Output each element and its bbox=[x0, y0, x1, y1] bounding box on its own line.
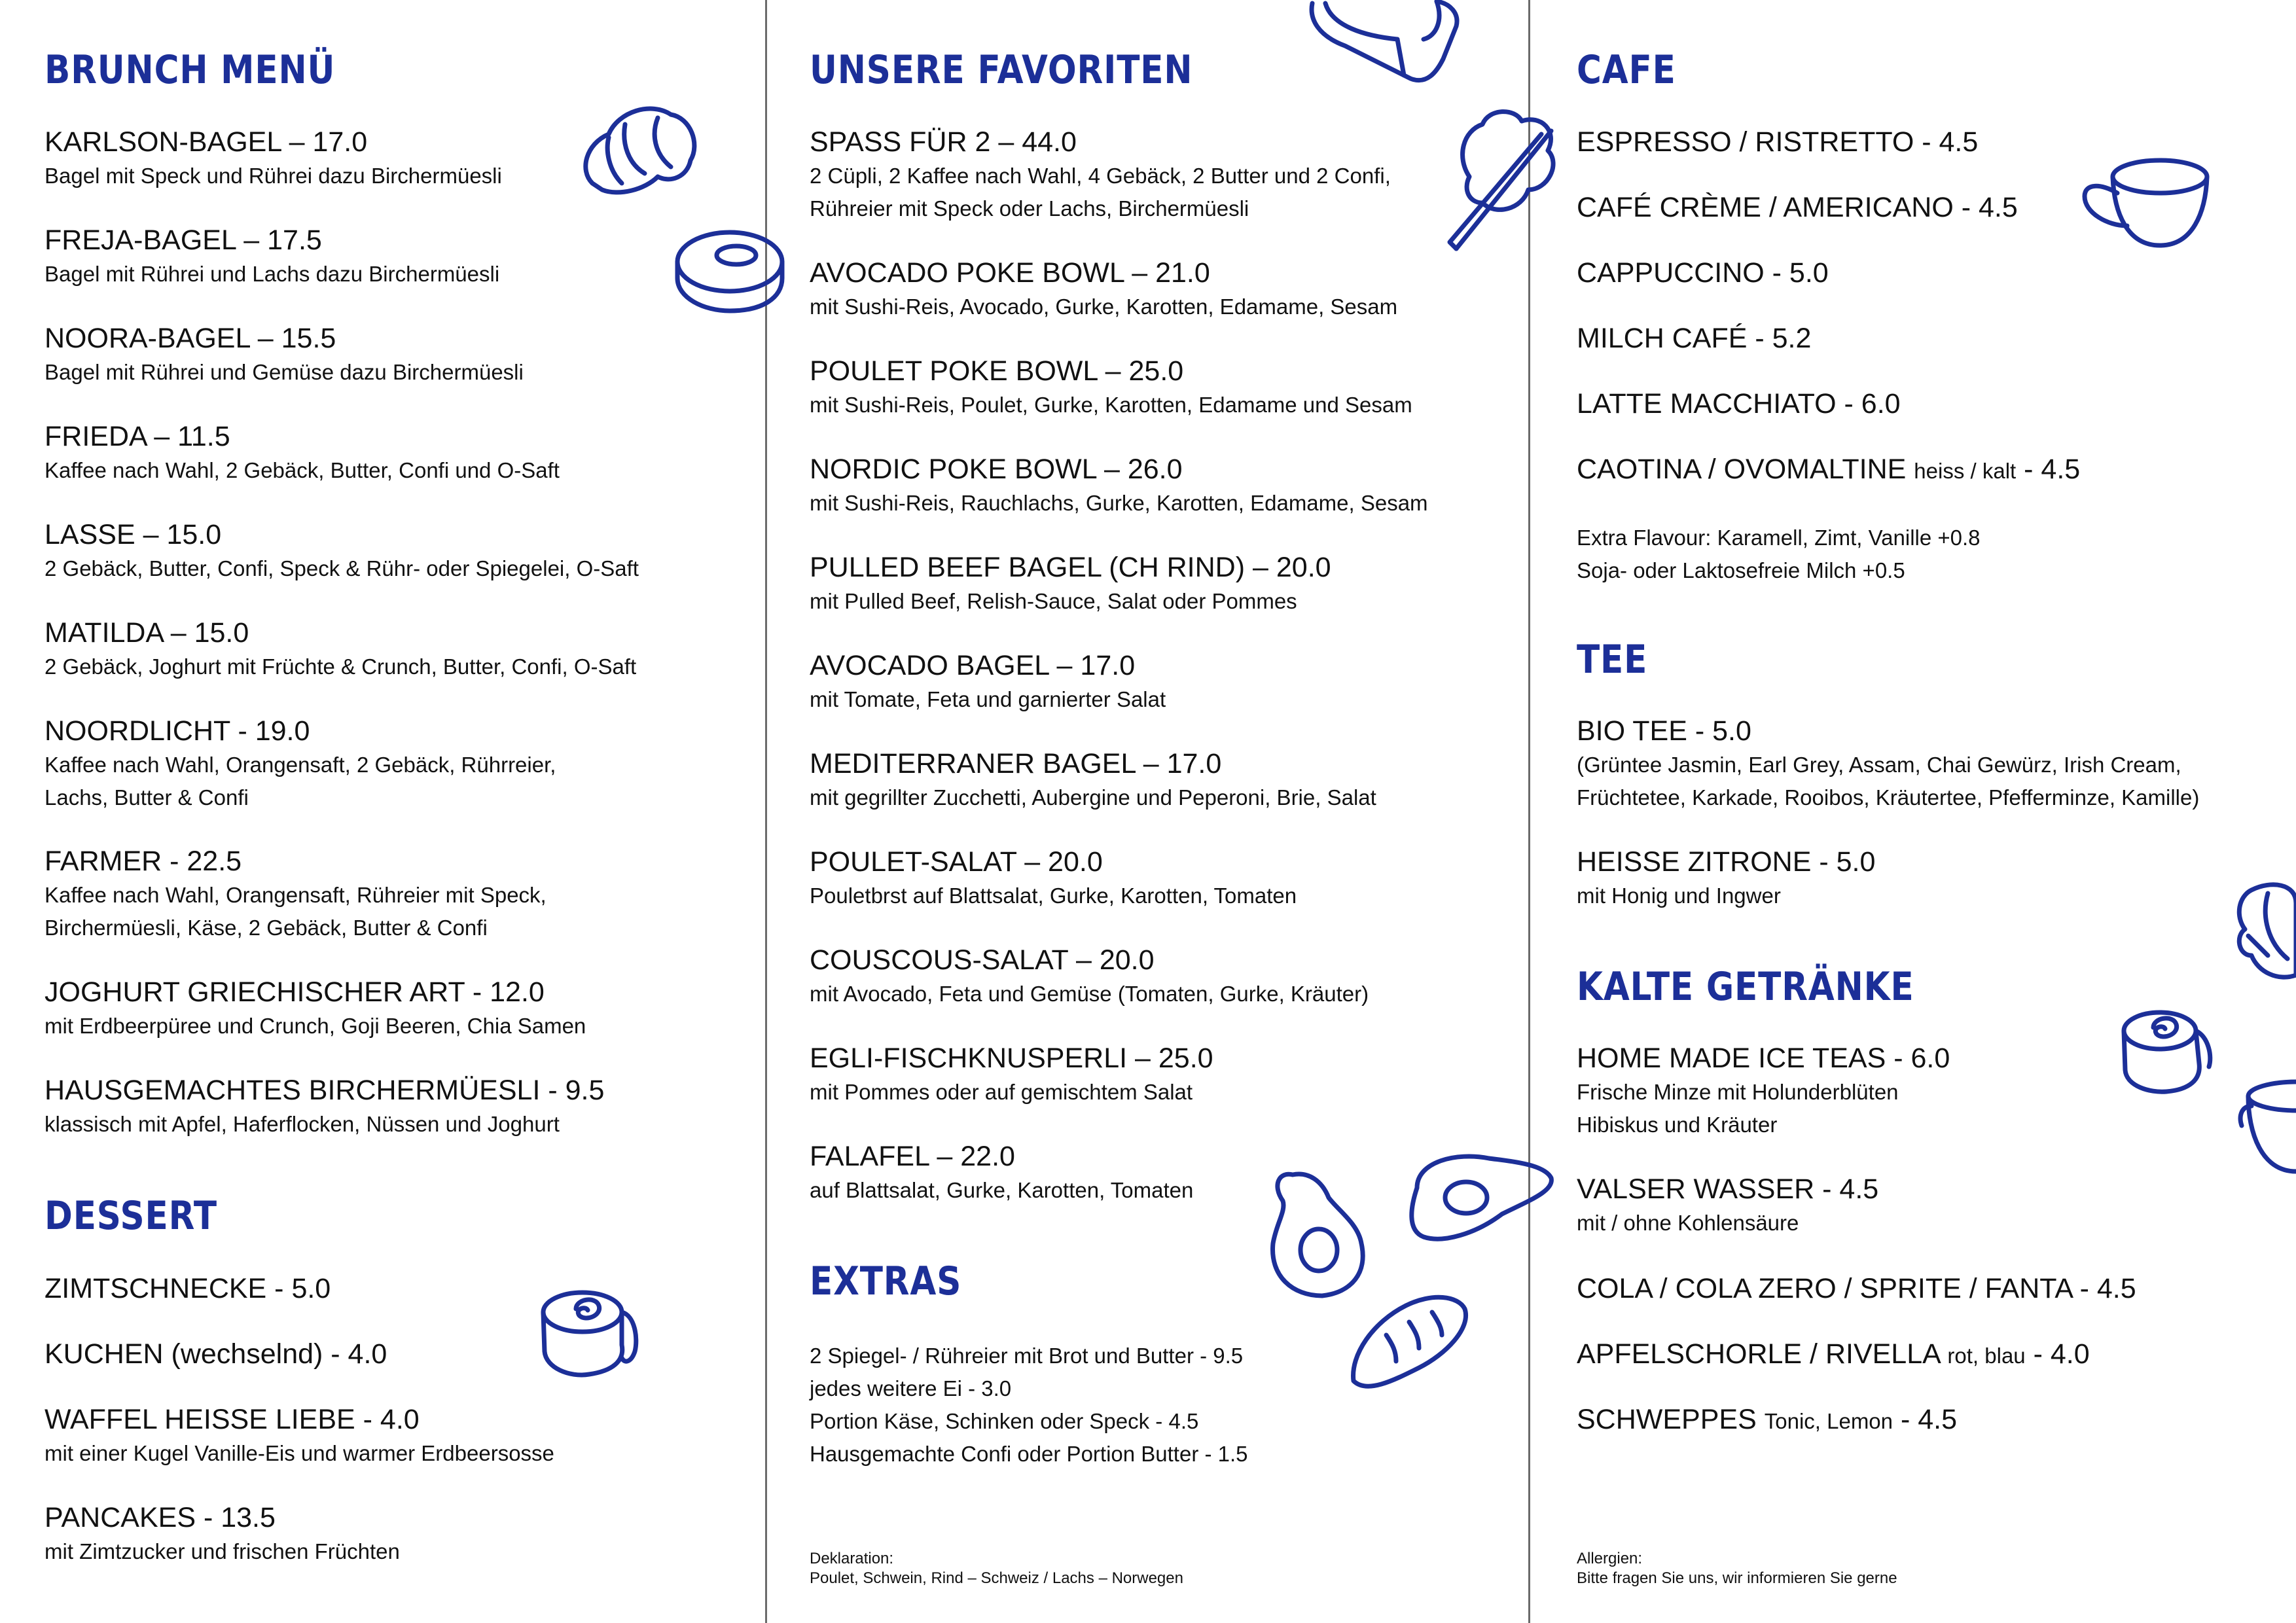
menu-item-desc: mit Erdbeerpüree und Crunch, Goji Beeren, Chia Samen bbox=[45, 1014, 586, 1038]
menu-item-desc: Hibiskus und Kräuter bbox=[1577, 1113, 1778, 1137]
avocado-icon bbox=[1266, 1165, 1371, 1302]
drink-item-price: - 4.5 bbox=[2024, 454, 2081, 485]
menu-item-desc: mit Zimtzucker und frischen Früchten bbox=[45, 1539, 400, 1563]
menu-item bbox=[45, 517, 639, 585]
menu-item-desc: Lachs, Butter & Confi bbox=[45, 785, 249, 810]
menu-item-desc: 2 Gebäck, Joghurt mit Früchte & Crunch, Butter, Confi, O-Saft bbox=[45, 654, 637, 679]
extras-line: jedes weitere Ei - 3.0 bbox=[810, 1376, 1012, 1400]
menu-item-desc: (Grüntee Jasmin, Earl Grey, Assam, Chai Gewürz, Irish Cream, bbox=[1577, 753, 2181, 777]
drink-item-title: APFELSCHORLE / RIVELLA bbox=[1577, 1338, 1940, 1370]
menu-item-desc: mit Sushi-Reis, Rauchlachs, Gurke, Karotten, Edamame, Sesam bbox=[810, 491, 1428, 515]
cafe-extra-line: Soja- oder Laktosefreie Milch +0.5 bbox=[1577, 558, 1905, 582]
menu-item-desc: auf Blattsalat, Gurke, Karotten, Tomaten bbox=[810, 1178, 1194, 1202]
allergy-text: Bitte fragen Sie uns, wir informieren Sie gerne bbox=[1577, 1569, 1897, 1587]
fried-egg-icon bbox=[1404, 1149, 1554, 1247]
menu-item bbox=[1577, 844, 1875, 912]
section-title-favoriten: UNSERE FAVORITEN bbox=[810, 47, 1193, 93]
menu-item-title: POULET POKE BOWL – 25.0 bbox=[810, 355, 1184, 387]
menu-item-title: KARLSON-BAGEL – 17.0 bbox=[45, 126, 368, 158]
menu-item-title: FALAFEL – 22.0 bbox=[810, 1141, 1015, 1172]
croissant-icon bbox=[573, 98, 704, 209]
menu-item-title: VALSER WASSER - 4.5 bbox=[1577, 1173, 1879, 1205]
menu-item bbox=[810, 648, 1166, 716]
menu-item bbox=[45, 844, 547, 944]
menu-item bbox=[810, 353, 1412, 421]
menu-item bbox=[45, 974, 586, 1043]
menu-item bbox=[45, 1500, 400, 1568]
menu-item-title: WAFFEL HEISSE LIEBE - 4.0 bbox=[45, 1404, 420, 1435]
menu-item-desc: mit Avocado, Feta und Gemüse (Tomaten, Gurke, Kräuter) bbox=[810, 982, 1369, 1006]
menu-item-title: JOGHURT GRIECHISCHER ART - 12.0 bbox=[45, 976, 545, 1008]
menu-item-desc: mit Honig und Ingwer bbox=[1577, 883, 1781, 908]
menu-item-desc: Birchermüesli, Käse, 2 Gebäck, Butter & Confi bbox=[45, 916, 488, 940]
menu-item bbox=[45, 223, 499, 291]
drink-item bbox=[1577, 1336, 2090, 1374]
menu-item bbox=[810, 550, 1331, 618]
cafe-extra-line: Extra Flavour: Karamell, Zimt, Vanille +0.8 bbox=[1577, 526, 1981, 550]
drink-item: MILCH CAFÉ - 5.2 bbox=[1577, 323, 1812, 354]
herb-leaf-icon bbox=[1443, 105, 1568, 255]
menu-item-desc: Rühreier mit Speck oder Lachs, Birchermüesli bbox=[810, 196, 1249, 221]
menu-item-desc: mit Pulled Beef, Relish-Sauce, Salat oder Pommes bbox=[810, 589, 1297, 613]
extras-line: Portion Käse, Schinken oder Speck - 4.5 bbox=[810, 1409, 1199, 1433]
drink-item-note: rot, blau bbox=[1947, 1344, 2026, 1368]
drink-item: CAPPUCCINO - 5.0 bbox=[1577, 257, 1829, 289]
menu-item-title: ZIMTSCHNECKE - 5.0 bbox=[45, 1273, 331, 1304]
menu-item-title: NOORDLICHT - 19.0 bbox=[45, 715, 310, 747]
menu-item-title: FARMER - 22.5 bbox=[45, 846, 242, 877]
menu-item-title: SPASS FÜR 2 – 44.0 bbox=[810, 126, 1077, 158]
cinnamon-roll-icon bbox=[2117, 1001, 2215, 1099]
menu-item bbox=[810, 1041, 1213, 1109]
menu-item-desc: mit Pommes oder auf gemischtem Salat bbox=[810, 1080, 1193, 1104]
menu-item-title: NOORA-BAGEL – 15.5 bbox=[45, 323, 336, 354]
coffee-cup-icon bbox=[2081, 154, 2212, 252]
croissant-icon bbox=[2232, 877, 2296, 982]
drink-item: ESPRESSO / RISTRETTO - 4.5 bbox=[1577, 126, 1979, 158]
menu-item bbox=[45, 124, 502, 192]
menu-item-title: FRIEDA – 11.5 bbox=[45, 421, 230, 452]
extras-line: Hausgemachte Confi oder Portion Butter - 1.5 bbox=[810, 1442, 1248, 1466]
bread-slice-icon bbox=[1306, 0, 1463, 88]
section-title-extras: EXTRAS bbox=[810, 1258, 962, 1304]
menu-item-desc: Pouletbrst auf Blattsalat, Gurke, Karotten, Tomaten bbox=[810, 883, 1297, 908]
drink-item: CAFÉ CRÈME / AMERICANO - 4.5 bbox=[1577, 192, 2018, 223]
menu-item-title: MATILDA – 15.0 bbox=[45, 617, 249, 649]
menu-item-desc: mit / ohne Kohlensäure bbox=[1577, 1211, 1799, 1235]
coffee-cup-icon bbox=[2235, 1080, 2296, 1178]
drink-item: COLA / COLA ZERO / SPRITE / FANTA - 4.5 bbox=[1577, 1273, 2136, 1304]
cafe-extras bbox=[1577, 522, 1981, 587]
section-title-brunch: BRUNCH MENÜ bbox=[45, 47, 336, 93]
menu-item-title: KUCHEN (wechselnd) - 4.0 bbox=[45, 1338, 387, 1370]
menu-item-desc: Frische Minze mit Holunderblüten bbox=[1577, 1080, 1899, 1104]
menu-item bbox=[45, 419, 560, 487]
drink-item-price: - 4.5 bbox=[1900, 1404, 1958, 1435]
menu-item bbox=[45, 713, 556, 814]
menu-item-desc: Früchtetee, Karkade, Rooibos, Kräutertee, Pfefferminze, Kamille) bbox=[1577, 785, 2200, 810]
menu-item bbox=[45, 615, 636, 683]
declaration-text: Poulet, Schwein, Rind – Schweiz / Lachs – Norwegen bbox=[810, 1569, 1183, 1587]
menu-item-desc: klassisch mit Apfel, Haferflocken, Nüssen und Joghurt bbox=[45, 1112, 560, 1136]
menu-item-desc: Bagel mit Rührei und Lachs dazu Birchermüesli bbox=[45, 262, 500, 286]
menu-item-desc: mit einer Kugel Vanille-Eis und warmer Erdbeersosse bbox=[45, 1441, 554, 1465]
drink-item: LATTE MACCHIATO - 6.0 bbox=[1577, 388, 1901, 419]
menu-item-title: MEDITERRANER BAGEL – 17.0 bbox=[810, 748, 1222, 779]
menu-item-desc: Kaffee nach Wahl, 2 Gebäck, Butter, Confi und O-Saft bbox=[45, 458, 560, 482]
menu-item-title: POULET-SALAT – 20.0 bbox=[810, 846, 1103, 878]
section-title-kalte-getraenke: KALTE GETRÄNKE bbox=[1577, 964, 1914, 1010]
menu-item bbox=[45, 1073, 604, 1141]
menu-item-title: LASSE – 15.0 bbox=[45, 519, 222, 550]
menu-item-desc: Kaffee nach Wahl, Orangensaft, 2 Gebäck, Rührreier, bbox=[45, 753, 556, 777]
menu-item-desc: Bagel mit Speck und Rührei dazu Birchermüesli bbox=[45, 164, 502, 188]
menu-item-title: NORDIC POKE BOWL – 26.0 bbox=[810, 454, 1183, 485]
menu-item-desc: 2 Cüpli, 2 Kaffee nach Wahl, 4 Gebäck, 2 Butter und 2 Confi, bbox=[810, 164, 1391, 188]
menu-item-desc: mit Tomate, Feta und garnierter Salat bbox=[810, 687, 1166, 711]
menu-item-desc: mit gegrillter Zucchetti, Aubergine und Peperoni, Brie, Salat bbox=[810, 785, 1376, 810]
section-title-dessert: DESSERT bbox=[45, 1193, 217, 1239]
menu-item-desc: Kaffee nach Wahl, Orangensaft, Rühreier mit Speck, bbox=[45, 883, 547, 907]
extras-line: 2 Spiegel- / Rühreier mit Brot und Butter - 9.5 bbox=[810, 1344, 1244, 1368]
column-brunch-dessert bbox=[0, 0, 765, 1623]
menu-item bbox=[810, 844, 1297, 912]
menu-item bbox=[810, 452, 1428, 520]
menu-item bbox=[1577, 1171, 1878, 1240]
declaration-label: Deklaration: bbox=[810, 1550, 894, 1567]
menu-item bbox=[810, 1139, 1193, 1207]
cinnamon-roll-icon bbox=[537, 1279, 641, 1384]
menu-item bbox=[1577, 1041, 1950, 1141]
allergy-label: Allergien: bbox=[1577, 1550, 1643, 1567]
menu-item-title: AVOCADO BAGEL – 17.0 bbox=[810, 650, 1136, 681]
menu-item bbox=[45, 321, 524, 389]
drink-item-title: CAOTINA / OVOMALTINE bbox=[1577, 454, 1907, 485]
menu-item-title: AVOCADO POKE BOWL – 21.0 bbox=[810, 257, 1210, 289]
menu-item-title: COUSCOUS-SALAT – 20.0 bbox=[810, 944, 1155, 976]
baguette-icon bbox=[1347, 1289, 1471, 1394]
menu-item bbox=[810, 124, 1391, 225]
menu-item-title: PULLED BEEF BAGEL (CH RIND) – 20.0 bbox=[810, 552, 1331, 583]
section-title-tee: TEE bbox=[1577, 637, 1648, 683]
menu-item-title: FREJA-BAGEL – 17.5 bbox=[45, 224, 322, 256]
menu-item-title: HOME MADE ICE TEAS - 6.0 bbox=[1577, 1043, 1950, 1074]
menu-item-desc: Bagel mit Rührei und Gemüse dazu Birchermüesli bbox=[45, 360, 524, 384]
menu-item bbox=[810, 942, 1369, 1010]
drink-item-price: - 4.0 bbox=[2033, 1338, 2090, 1370]
drink-item bbox=[1577, 452, 2080, 489]
menu-item bbox=[45, 1271, 331, 1306]
menu-item-desc: 2 Gebäck, Butter, Confi, Speck & Rühr- oder Spiegelei, O-Saft bbox=[45, 556, 639, 580]
menu-item-title: HEISSE ZITRONE - 5.0 bbox=[1577, 846, 1876, 878]
menu-item bbox=[810, 746, 1376, 814]
drink-item-note: Tonic, Lemon bbox=[1764, 1409, 1893, 1433]
menu-item bbox=[1577, 713, 2199, 814]
drink-item-title: SCHWEPPES bbox=[1577, 1404, 1757, 1435]
donut-icon bbox=[671, 226, 795, 317]
extras-list bbox=[810, 1340, 1248, 1471]
section-title-cafe: CAFE bbox=[1577, 47, 1676, 93]
menu-item bbox=[45, 1402, 554, 1470]
menu-item bbox=[810, 255, 1397, 323]
menu-item-title: HAUSGEMACHTES BIRCHERMÜESLI - 9.5 bbox=[45, 1075, 605, 1106]
drink-item bbox=[1577, 1402, 1957, 1439]
drink-item-note: heiss / kalt bbox=[1914, 459, 2017, 483]
menu-item-title: BIO TEE - 5.0 bbox=[1577, 715, 1751, 747]
menu-item-desc: mit Sushi-Reis, Poulet, Gurke, Karotten, Edamame und Sesam bbox=[810, 393, 1412, 417]
menu-item-title: PANCAKES - 13.5 bbox=[45, 1502, 276, 1533]
menu-item-desc: mit Sushi-Reis, Avocado, Gurke, Karotten, Edamame, Sesam bbox=[810, 294, 1398, 319]
menu-item bbox=[45, 1336, 387, 1372]
menu-item-title: EGLI-FISCHKNUSPERLI – 25.0 bbox=[810, 1043, 1213, 1074]
